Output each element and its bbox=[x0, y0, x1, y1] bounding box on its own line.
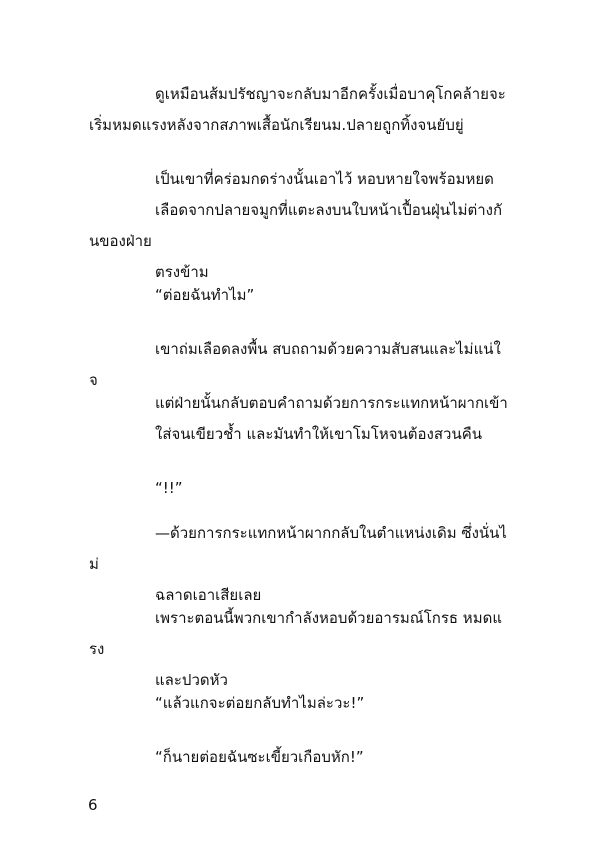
paragraph-10 bbox=[89, 742, 509, 773]
paragraph-line: แต่ฝ่ายนั้นกลับตอบคำถามด้วยการกระแทกหน้าผากเข้า bbox=[155, 394, 508, 412]
paragraph-7 bbox=[89, 518, 509, 611]
paragraph-line: เพราะตอนนี้พวกเขากำลังหอบด้วยอารมณ์โกรธ หมดแรง bbox=[89, 609, 502, 658]
paragraph-line: ดูเหมือนส้มปรัชญาจะกลับมาอีกครั้งเมื่อบาคุโกคล้ายจะ bbox=[155, 85, 506, 103]
paragraph-line: “แล้วแกจะต่อยกลับทำไมล่ะวะ!” bbox=[155, 694, 365, 712]
paragraph-1 bbox=[89, 79, 509, 141]
paragraph-line: เริ่มหมดแรงหลังจากสภาพเสื้อนักเรียนม.ปลายถูกทิ้งจนยับยู่ bbox=[89, 116, 464, 134]
paragraph-8 bbox=[89, 603, 509, 696]
paragraph-line: เป็นเขาที่คร่อมกดร่างนั้นเอาไว้ หอบหายใจพร้อมหยด bbox=[155, 170, 494, 188]
paragraph-4 bbox=[89, 334, 509, 396]
paragraph-line: ตรงข้าม bbox=[155, 263, 209, 281]
paragraph-line: ใส่จนเขียวช้ำ และมันทำให้เขาโมโหจนต้องสวนคืน bbox=[155, 425, 482, 443]
paragraph-6 bbox=[89, 473, 509, 504]
paragraph-line: —ด้วยการกระแทกหน้าผากกลับในตำแหน่งเดิม ซึ่งนั่นไม่ bbox=[89, 524, 507, 573]
paragraph-line: ฉลาดเอาเสียเลย bbox=[155, 586, 262, 604]
paragraph-line: “ต่อยฉันทำไม” bbox=[155, 286, 255, 304]
paragraph-line: เลือดจากปลายจมูกที่แตะลงบนใบหน้าเปื้อนฝุ่นไม่ต่างกันของฝ่าย bbox=[89, 201, 503, 250]
paragraph-line: “ก็นายต่อยฉันซะเขี้ยวเกือบหัก!” bbox=[155, 748, 364, 766]
paragraph-line: เขาถ่มเลือดลงพื้น สบถถามด้วยความสับสนและไม่แน่ใจ bbox=[89, 340, 501, 389]
paragraph-9 bbox=[89, 688, 509, 719]
paragraph-3 bbox=[89, 280, 509, 311]
paragraph-2 bbox=[89, 164, 509, 288]
page-number: 6 bbox=[88, 796, 98, 814]
paragraph-5 bbox=[89, 388, 509, 450]
paragraph-line: “!!” bbox=[155, 479, 183, 497]
paragraph-line: และปวดหัว bbox=[155, 671, 228, 689]
